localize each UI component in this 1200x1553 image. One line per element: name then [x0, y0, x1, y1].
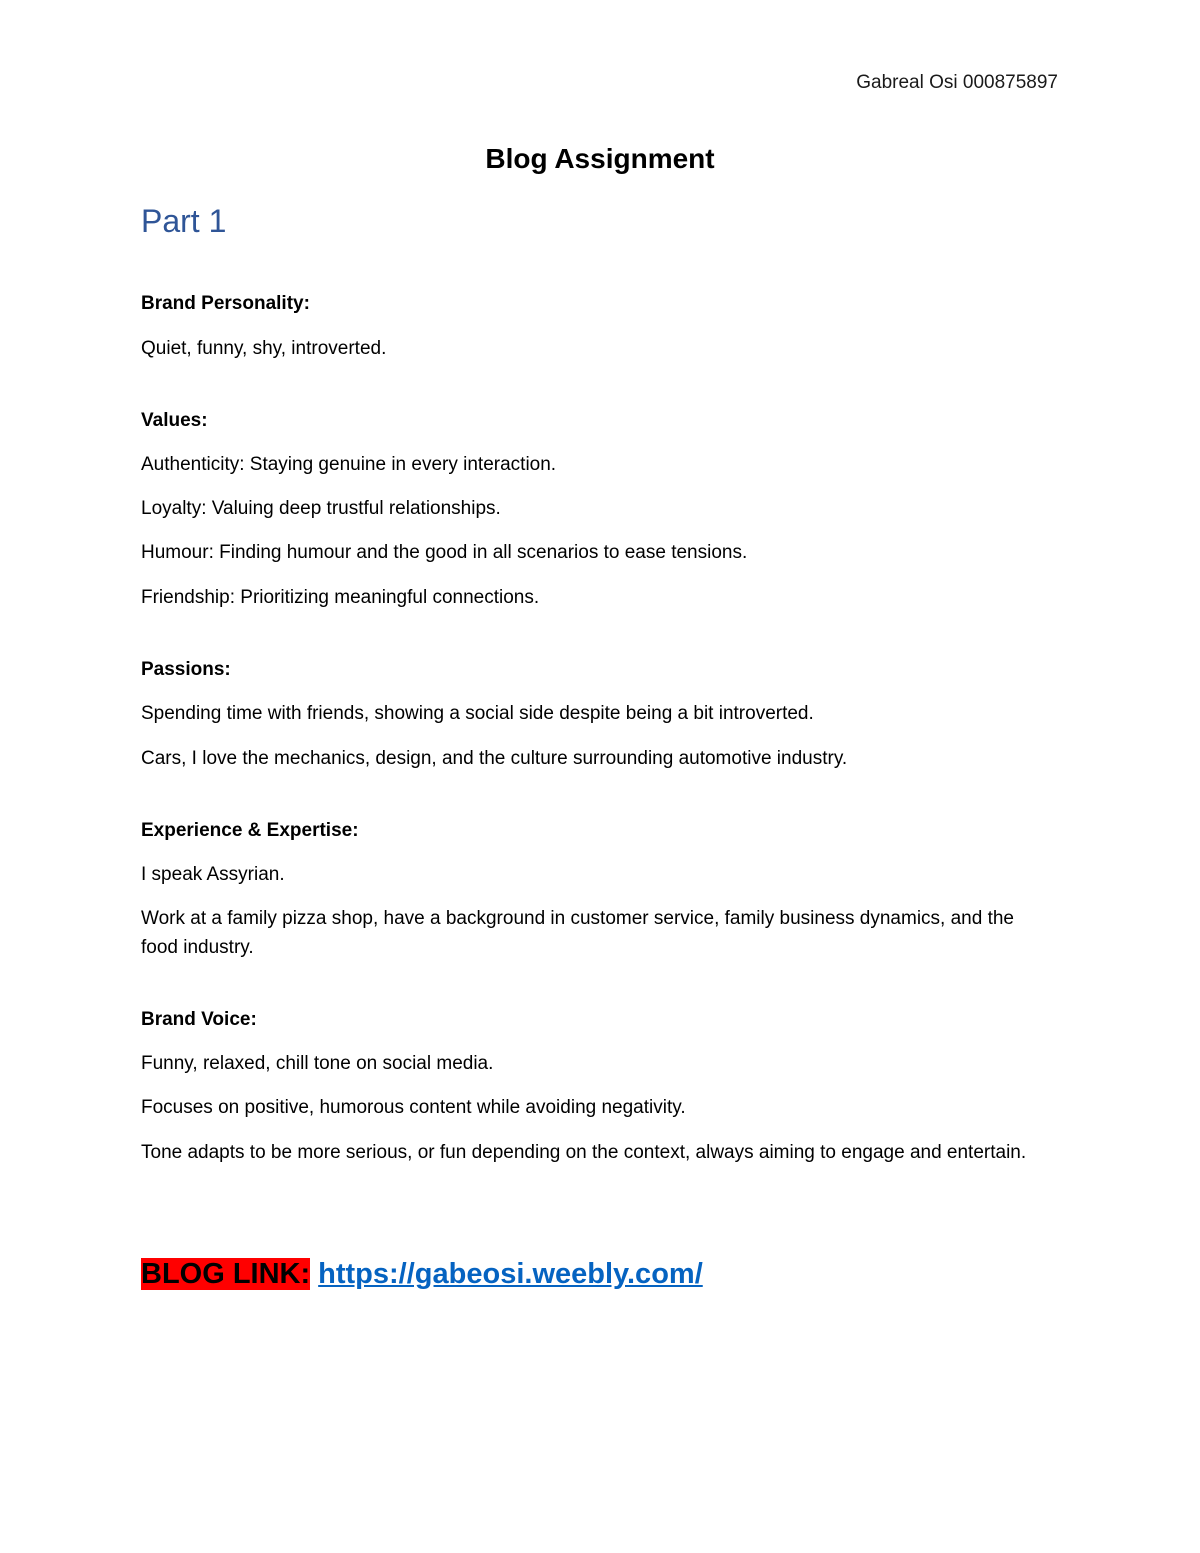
passions-line-friends: Spending time with friends, showing a social side despite being a bit introverted. — [141, 703, 814, 724]
values-line-authenticity: Authenticity: Staying genuine in every interaction. — [141, 454, 557, 475]
values-label: Values: — [141, 410, 208, 431]
voice-line-tone: Funny, relaxed, chill tone on social media. — [141, 1053, 494, 1074]
passions-line-cars: Cars, I love the mechanics, design, and the culture surrounding automotive industry. — [141, 748, 848, 769]
voice-label: Brand Voice: — [141, 1009, 257, 1030]
voice-line-adapts: Tone adapts to be more serious, or fun depending on the context, always aiming to engage and entertain. — [141, 1142, 1027, 1163]
blog-link-row — [141, 1254, 703, 1294]
personality-line: Quiet, funny, shy, introverted. — [141, 338, 387, 359]
author-id-header: Gabreal Osi 000875897 — [856, 72, 1058, 93]
values-line-loyalty: Loyalty: Valuing deep trustful relationships. — [141, 498, 501, 519]
experience-label: Experience & Expertise: — [141, 820, 359, 841]
blog-link-label: BLOG LINK: — [141, 1258, 311, 1290]
blog-link[interactable]: https://gabeosi.weebly.com/ — [318, 1258, 703, 1290]
personality-label: Brand Personality: — [141, 293, 310, 314]
passions-label: Passions: — [141, 659, 231, 680]
values-line-humour: Humour: Finding humour and the good in all scenarios to ease tensions. — [141, 542, 748, 563]
values-line-friendship: Friendship: Prioritizing meaningful connections. — [141, 587, 540, 608]
part-heading: Part 1 — [141, 203, 227, 239]
voice-line-positive: Focuses on positive, humorous content while avoiding negativity. — [141, 1097, 686, 1118]
document-title: Blog Assignment — [485, 143, 715, 174]
experience-line-work: Work at a family pizza shop, have a background in customer service, family business dynamics, and the food industry. — [141, 908, 1014, 958]
experience-line-language: I speak Assyrian. — [141, 864, 285, 885]
